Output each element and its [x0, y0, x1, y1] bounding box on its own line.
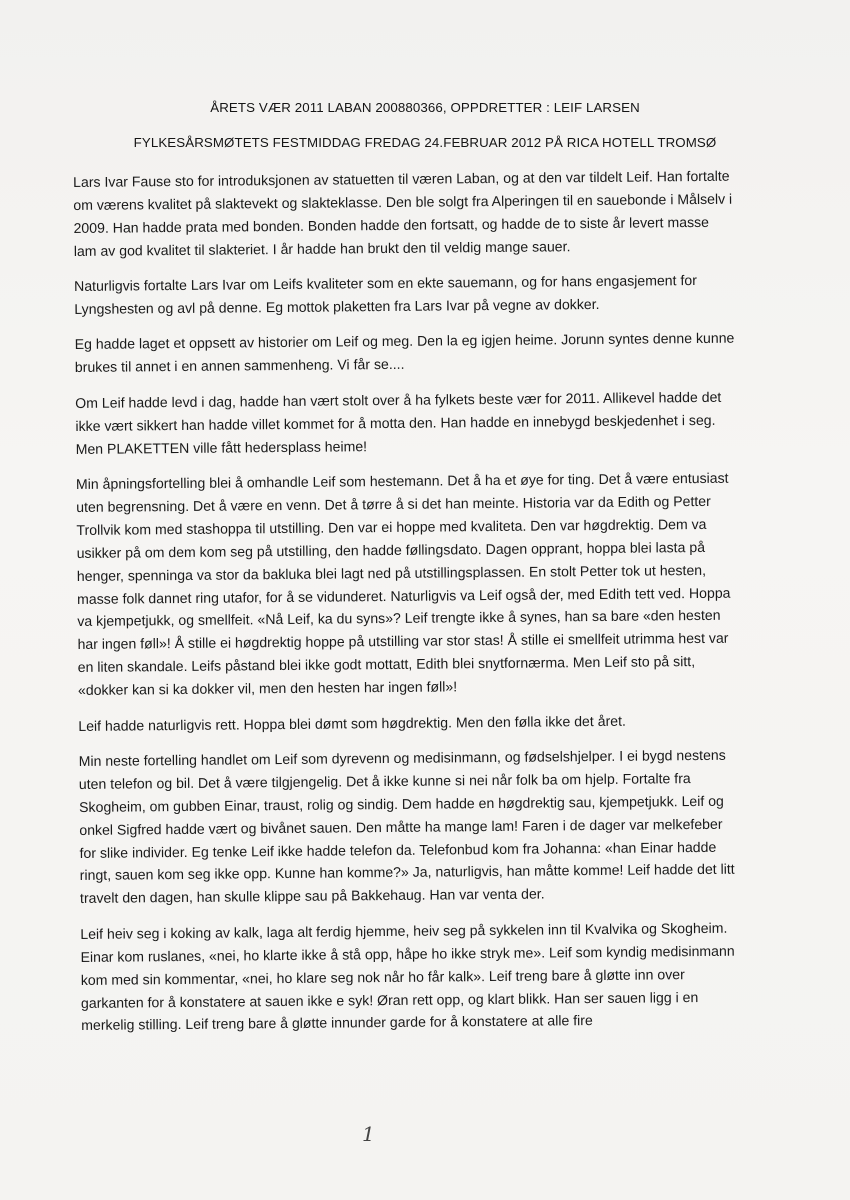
- page-number: 1: [362, 1122, 375, 1146]
- paragraph-5: Min åpningsfortelling blei å omhandle Leif som hestemann. Det å ha et øye for ting. Det å være entusiast uten begrensning. Det å være en venn. Det å tørre å si det han meinte. Historia var da Edith og Petter Trollvik kom med stashoppa til utstilling. Den var ei hoppe med kvaliteta. Den var høgdrektig. Dem va usikker på om dem kom seg på utstilling, den hadde føllingsdato. Dagen opprant, hoppa blei lasta på henger, spenninga va stor da bakluka blei lagt ned på utstillingsplassen. En stolt Petter tok ut hesten, masse folk dannet ring utafor, for å se vidunderet. Naturligvis va Leif også der, med Edith tett ved. Hoppa va kjempetjukk, og smellfeit. «Nå Leif, ka du syns»? Leif trengte ikke å synes, han sa bare «den hesten har ingen føll»! Å stille ei høgdrektig hoppe på utstilling var stor stas! Å stille ei smellfeit utrimma hest var en liten skandale. Leifs påstand blei ikke godt mottatt, Edith blei snytfornærma. Men Leif sto på sitt, «dokker kan si ka dokker vil, men den hesten har ingen føll»!: [75, 469, 731, 699]
- paragraph-1: Lars Ivar Fause sto for introduksjonen av statuetten til væren Laban, og at den var tildelt Leif. Han fortalte om værens kvalitet på slaktevekt og slakteklasse. Den ble solgt fra Alperingen til en sauebonde i Målselv i 2009. Han hadde prata med bonden. Bonden hadde den fortsatt, og hadde de to siste år levert masse lam av god kvalitet til slakteriet. I år hadde han brukt den til veldig mange sauer.: [73, 167, 733, 259]
- paragraph-2: Naturligvis fortalte Lars Ivar om Leifs kvaliteter som en ekte sauemann, og for hans engasjement for Lyngshesten og avl på denne. Eg mottok plaketten fra Lars Ivar på vegne av dokker.: [74, 272, 697, 318]
- paragraph-4: Om Leif hadde levd i dag, hadde han vært stolt over å ha fylkets beste vær for 2011. Allikevel hadde det ikke vært sikkert han hadde villet kommet for å motta den. Han hadde en innebygd beskjedenhet i seg. Men PLAKETTEN ville fått hedersplass heime!: [75, 388, 722, 457]
- paragraph-7: Min neste fortelling handlet om Leif som dyrevenn og medisinmann, og fødselshjelper. I ei bygd nestens uten telefon og bil. Det å være tilgjengelig. Det å ikke kunne si nei når folk ba om hjelp. Fortalte fra Skogheim, om gubben Einar, traust, rolig og sindig. Dem hadde en høgdrektig sau, kjempetjukk. Leif og onkel Sigfred hadde vært og bivånet sauen. Den måtte ha mange lam! Faren i de dager var melkefeber for slike individer. Eg tenke Leif ikke hadde telefon da. Telefonbud kom fra Johanna: «han Einar hadde ringt, sauen kom seg ikke opp. Kunne han komme?» Ja, naturligvis, han måtte komme! Leif hadde det litt travelt den dagen, han skulle klippe sau på Bakkehaug. Han var venta der.: [78, 746, 735, 907]
- document-title: ÅRETS VÆR 2011 LABAN 200880366, OPPDRETTER : LEIF LARSEN: [210, 100, 640, 115]
- paragraph-3: Eg hadde laget et oppsett av historier om Leif og meg. Den la eg igjen heime. Jorunn syntes denne kunne brukes til annet i en annen sammenheng. Vi får se....: [74, 330, 735, 376]
- document-body: [73, 165, 741, 1050]
- document-subtitle: FYLKESÅRSMØTETS FESTMIDDAG FREDAG 24.FEBRUAR 2012 PÅ RICA HOTELL TROMSØ: [133, 135, 717, 150]
- paragraph-6: Leif hadde naturligvis rett. Hoppa blei dømt som høgdrektig. Men den følla ikke det året.: [78, 712, 626, 734]
- paragraph-8: Leif heiv seg i koking av kalk, laga alt ferdig hjemme, heiv seg på sykkelen inn til Kvalvika og Skogheim. Einar kom ruslanes, «nei, ho klarte ikke å stå opp, håpe ho ikke stryk me». Leif som kyndig medisinmann kom med sin kommentar, «nei, ho klare seg nok når ho får kalk». Leif treng bare å gløtte inn over garkanten for å konstatere at sauen ikke e syk! Øran rett opp, og klart blikk. Han ser sauen ligg i en merkelig stilling. Leif treng bare å gløtte innunder garde for å konstatere at alle fire: [80, 919, 735, 1034]
